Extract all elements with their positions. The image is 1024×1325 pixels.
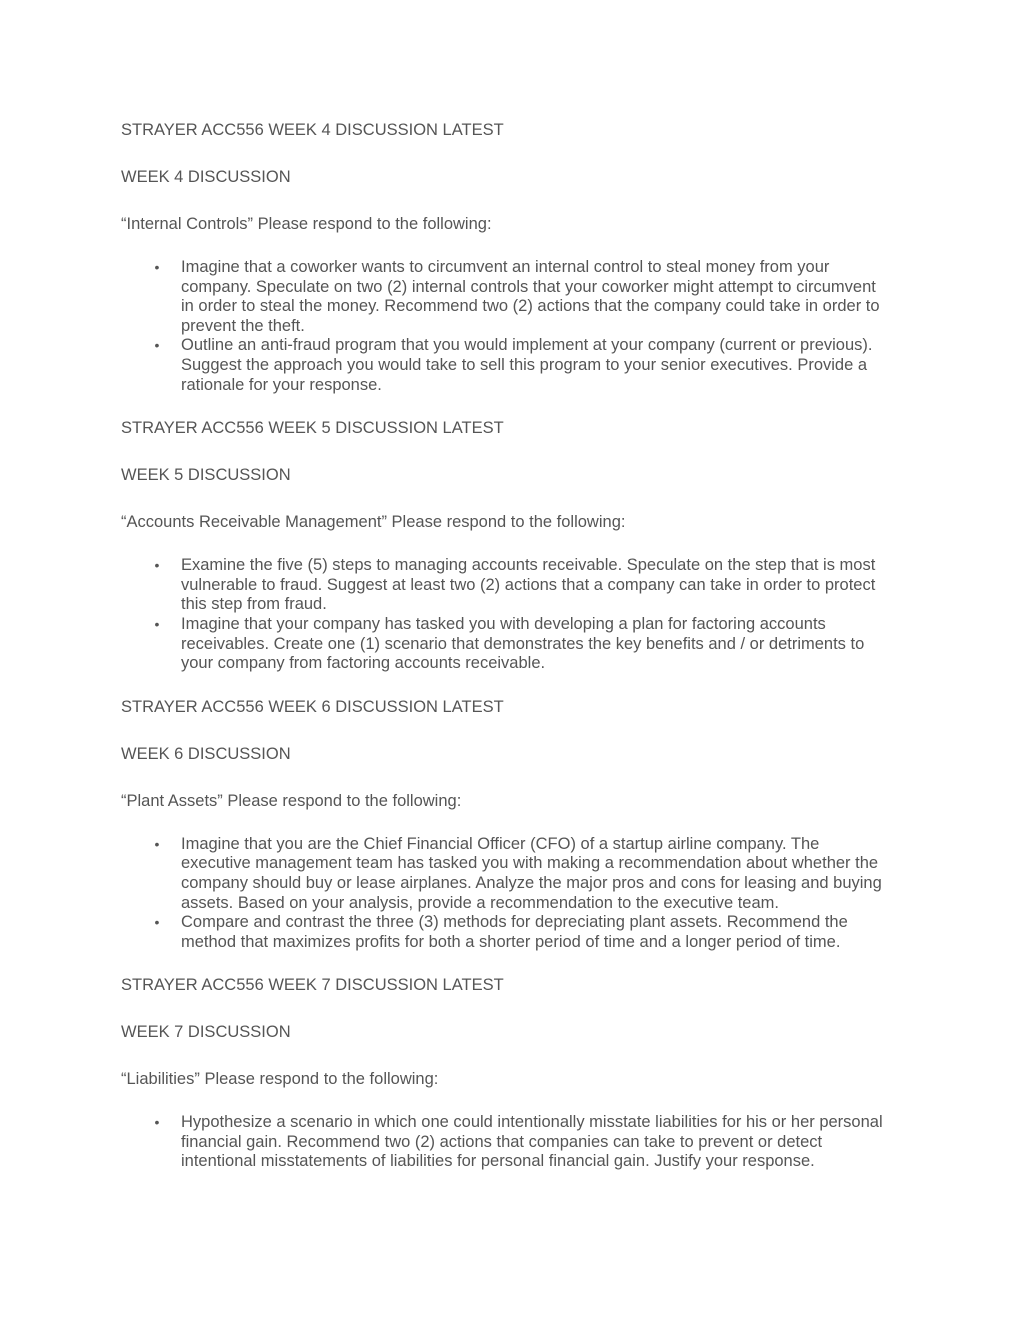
- section-heading: STRAYER ACC556 WEEK 4 DISCUSSION LATEST: [121, 121, 504, 139]
- list-item: [121, 913, 893, 952]
- bullet-list: [121, 258, 901, 395]
- list-item-text: Outline an anti-fraud program that you would implement at your company (current or previous). Suggest the approach you would take to sell this program to your senior executives. Provide a rationale for your response.: [181, 336, 873, 394]
- section-week-7: [121, 973, 901, 1172]
- week-heading: WEEK 7 DISCUSSION: [121, 1023, 291, 1042]
- list-item-text: Imagine that a coworker wants to circumvent an internal control to steal money from your company. Speculate on two (2) internal controls that your coworker might attempt to circumvent in order to steal the money. Recommend two (2) actions that the company could take in order to prevent the theft.: [181, 258, 880, 335]
- list-item: [121, 336, 893, 395]
- discussion-prompt: “Plant Assets” Please respond to the following:: [121, 791, 462, 810]
- list-item-text: Compare and contrast the three (3) methods for depreciating plant assets. Recommend the method that maximizes profits for both a shorter period of time and a longer period of time.: [181, 913, 848, 951]
- list-item: [121, 1113, 893, 1172]
- section-week-5: [121, 416, 901, 674]
- section-week-4: [121, 118, 901, 395]
- section-heading: STRAYER ACC556 WEEK 7 DISCUSSION LATEST: [121, 976, 504, 995]
- bullet-icon: •: [154, 557, 160, 574]
- bullet-icon: •: [154, 1114, 160, 1131]
- week-heading: WEEK 5 DISCUSSION: [121, 466, 291, 485]
- bullet-icon: •: [154, 835, 160, 852]
- bullet-icon: •: [154, 615, 160, 632]
- bullet-icon: •: [154, 259, 160, 275]
- bullet-list: [121, 835, 901, 953]
- list-item: [121, 556, 893, 615]
- list-item: [121, 835, 893, 913]
- list-item: [121, 615, 893, 674]
- discussion-prompt: “Internal Controls” Please respond to the following:: [121, 215, 492, 233]
- bullet-icon: •: [154, 914, 160, 931]
- section-heading: STRAYER ACC556 WEEK 5 DISCUSSION LATEST: [121, 419, 504, 438]
- list-item-text: Hypothesize a scenario in which one could intentionally misstate liabilities for his or her personal financial gain. Recommend two (2) actions that companies can take to prevent or detect intentional misstatements of liabilities for personal financial gain. Justify your response.: [181, 1113, 883, 1171]
- week-heading: WEEK 6 DISCUSSION: [121, 744, 291, 763]
- section-heading: STRAYER ACC556 WEEK 6 DISCUSSION LATEST: [121, 697, 504, 716]
- bullet-icon: •: [154, 337, 160, 354]
- list-item: [121, 258, 893, 336]
- list-item-text: Imagine that you are the Chief Financial Officer (CFO) of a startup airline company. The executive management team has tasked you with making a recommendation about whether the company should buy or lease airplanes. Analyze the major pros and cons for leasing and buying assets. Based on your analysis, provide a recommendation to the executive team.: [181, 834, 882, 912]
- bullet-list: [121, 1113, 901, 1172]
- bullet-list: [121, 556, 901, 674]
- section-week-6: [121, 695, 901, 953]
- document-page: [121, 118, 901, 1193]
- discussion-prompt: “Accounts Receivable Management” Please respond to the following:: [121, 513, 626, 532]
- week-heading: WEEK 4 DISCUSSION: [121, 168, 291, 186]
- list-item-text: Imagine that your company has tasked you with developing a plan for factoring accounts receivables. Create one (1) scenario that demonstrates the key benefits and / or detriments to your company from factoring accounts receivable.: [181, 614, 865, 673]
- list-item-text: Examine the five (5) steps to managing accounts receivable. Speculate on the step that is most vulnerable to fraud. Suggest at least two (2) actions that a company can take in order to protect this step from fraud.: [181, 556, 876, 614]
- discussion-prompt: “Liabilities” Please respond to the following:: [121, 1070, 439, 1089]
